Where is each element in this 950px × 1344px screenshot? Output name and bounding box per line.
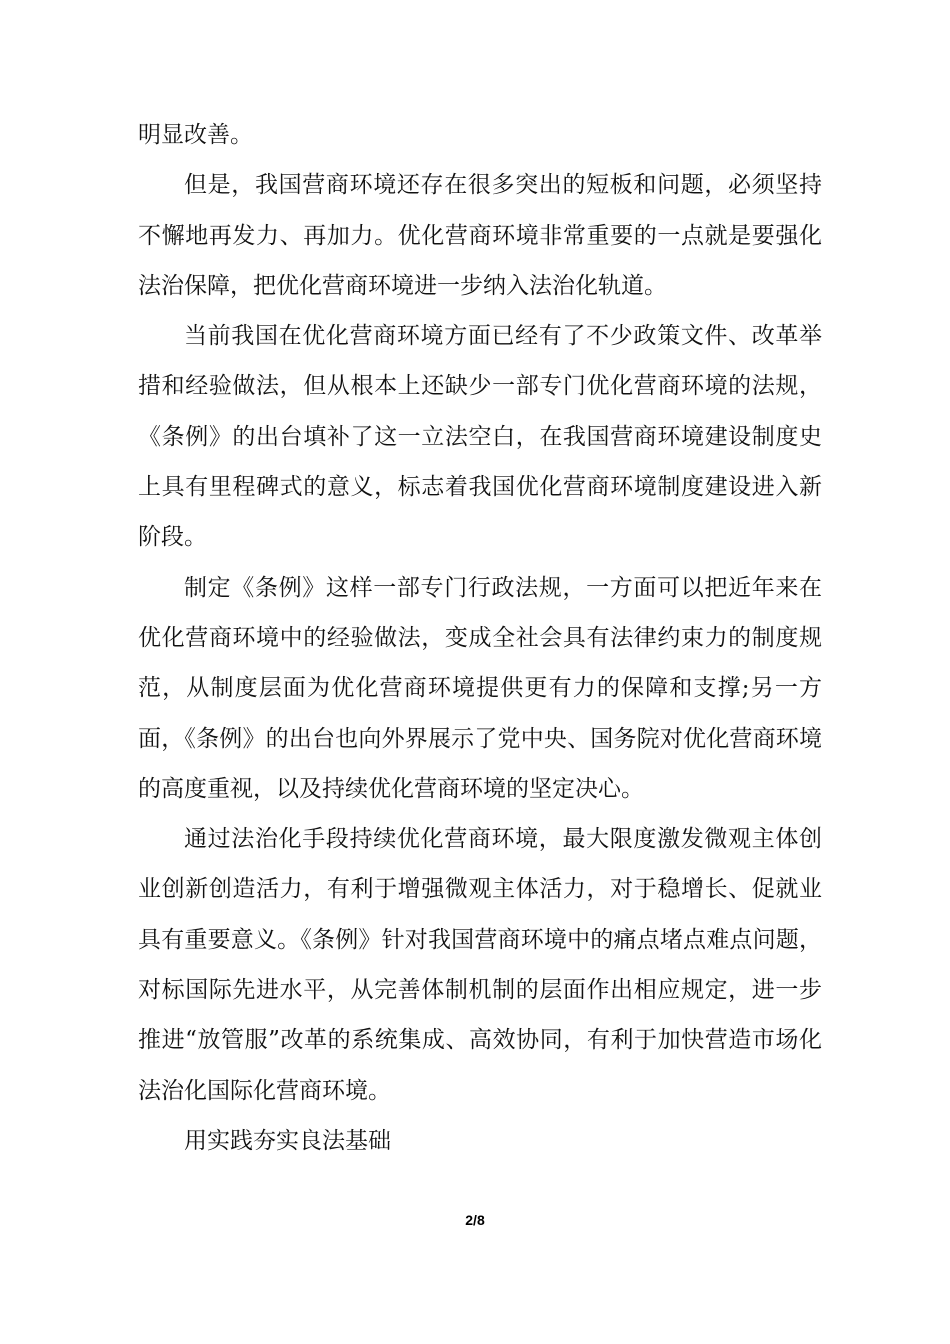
section-heading: 用实践夯实良法基础 <box>184 1127 391 1154</box>
paragraph-continuation: 明显改善。 <box>138 122 253 148</box>
document-body <box>138 110 822 1166</box>
paragraph: 当前我国在优化营商环境方面已经有了不少政策文件、改革举措和经验做法，但从根本上还缺少一部专门优化营商环境的法规，《条例》的出台填补了这一立法空白，在我国营商环境建设制度史上具有里程碑式的意义，标志着我国优化营商环境制度建设进入新阶段。 <box>138 323 822 551</box>
paragraph: 通过法治化手段持续优化营商环境，最大限度激发微观主体创业创新创造活力，有利于增强微观主体活力，对于稳增长、促就业具有重要意义。《条例》针对我国营商环境中的痛点堵点难点问题，对标国际先进水平，从完善体制机制的层面作出相应规定，进一步推进“放管服”改革的系统集成、高效协同，有利于加快营造市场化法治化国际化营商环境。 <box>138 826 822 1104</box>
paragraph: 制定《条例》这样一部专门行政法规，一方面可以把近年来在优化营商环境中的经验做法，变成全社会具有法律约束力的制度规范，从制度层面为优化营商环境提供更有力的保障和支撑;另一方面，《条例》的出台也向外界展示了党中央、国务院对优化营商环境的高度重视，以及持续优化营商环境的坚定决心。 <box>138 574 822 802</box>
page-number: 2/8 <box>465 1212 485 1228</box>
paragraph: 但是，我国营商环境还存在很多突出的短板和问题，必须坚持不懈地再发力、再加力。优化营商环境非常重要的一点就是要强化法治保障，把优化营商环境进一步纳入法治化轨道。 <box>138 172 822 299</box>
